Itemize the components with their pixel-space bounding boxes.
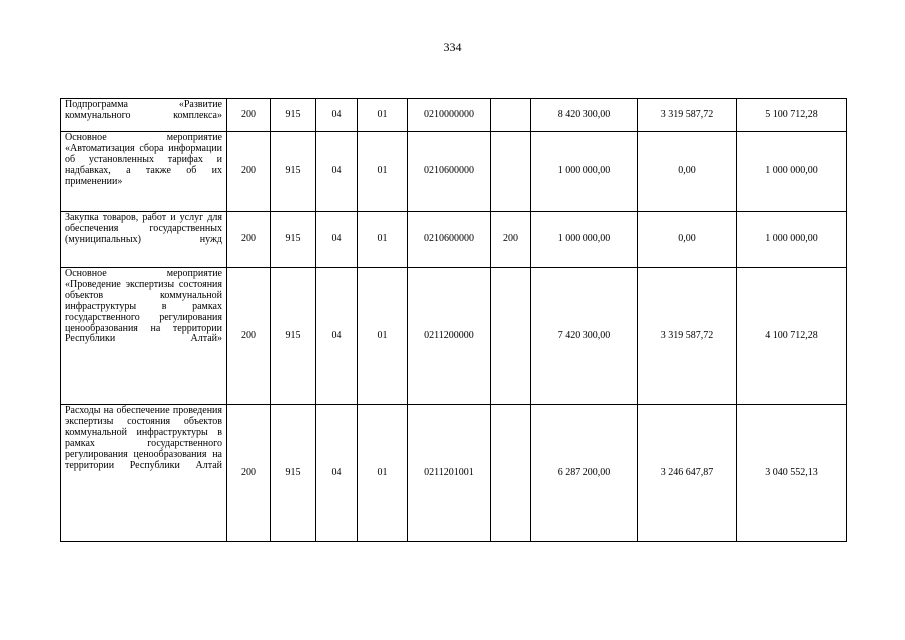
- cell-amount-approved: 6 287 200,00: [531, 405, 638, 542]
- cell-amount-remaining: 4 100 712,28: [737, 268, 847, 405]
- budget-table: [60, 98, 847, 542]
- cell-target-article: 0210000000: [408, 99, 491, 132]
- cell-amount-approved: 1 000 000,00: [531, 132, 638, 212]
- cell-admin-code: 200: [227, 405, 271, 542]
- cell-target-article: 0210600000: [408, 132, 491, 212]
- cell-subsection: 01: [358, 132, 408, 212]
- cell-section: 04: [316, 99, 358, 132]
- table-row: [61, 99, 847, 132]
- cell-admin-code: 200: [227, 99, 271, 132]
- row-description: Расходы на обеспечение проведения экспертизы состояния объектов коммунальной инфраструктуры в рамках государственного регулирования ценообразования на территории Республики Алтай: [61, 405, 227, 542]
- cell-target-article: 0211201001: [408, 405, 491, 542]
- cell-expense-type: [491, 405, 531, 542]
- cell-subsection: 01: [358, 268, 408, 405]
- cell-subsection: 01: [358, 212, 408, 268]
- cell-ministry-code: 915: [271, 99, 316, 132]
- cell-expense-type: [491, 132, 531, 212]
- row-description: Закупка товаров, работ и услуг для обеспечения государственных (муниципальных) нужд: [61, 212, 227, 268]
- row-description: Подпрограмма «Развитие коммунального комплекса»: [61, 99, 227, 132]
- cell-expense-type: [491, 99, 531, 132]
- table-row: [61, 268, 847, 405]
- cell-subsection: 01: [358, 99, 408, 132]
- cell-amount-executed: 0,00: [638, 212, 737, 268]
- cell-section: 04: [316, 405, 358, 542]
- cell-subsection: 01: [358, 405, 408, 542]
- cell-section: 04: [316, 132, 358, 212]
- cell-ministry-code: 915: [271, 212, 316, 268]
- cell-amount-approved: 7 420 300,00: [531, 268, 638, 405]
- cell-admin-code: 200: [227, 132, 271, 212]
- row-description: Основное мероприятие «Проведение экспертизы состояния объектов коммунальной инфраструктуры в рамках государственного регулирования ценообразования на территории Республики Алтай»: [61, 268, 227, 405]
- cell-section: 04: [316, 212, 358, 268]
- cell-admin-code: 200: [227, 268, 271, 405]
- cell-admin-code: 200: [227, 212, 271, 268]
- row-description: Основное мероприятие «Автоматизация сбора информации об установленных тарифах и надбавках, а также об их применении»: [61, 132, 227, 212]
- page-number: 334: [443, 40, 462, 54]
- cell-amount-remaining: 1 000 000,00: [737, 132, 847, 212]
- cell-amount-approved: 1 000 000,00: [531, 212, 638, 268]
- cell-expense-type: 200: [491, 212, 531, 268]
- cell-ministry-code: 915: [271, 268, 316, 405]
- table-row: [61, 132, 847, 212]
- cell-amount-remaining: 5 100 712,28: [737, 99, 847, 132]
- cell-amount-approved: 8 420 300,00: [531, 99, 638, 132]
- cell-amount-executed: 3 246 647,87: [638, 405, 737, 542]
- cell-ministry-code: 915: [271, 132, 316, 212]
- table-row: [61, 405, 847, 542]
- cell-amount-executed: 3 319 587,72: [638, 268, 737, 405]
- cell-amount-remaining: 1 000 000,00: [737, 212, 847, 268]
- cell-expense-type: [491, 268, 531, 405]
- cell-amount-executed: 0,00: [638, 132, 737, 212]
- cell-amount-executed: 3 319 587,72: [638, 99, 737, 132]
- cell-ministry-code: 915: [271, 405, 316, 542]
- cell-target-article: 0211200000: [408, 268, 491, 405]
- cell-target-article: 0210600000: [408, 212, 491, 268]
- cell-amount-remaining: 3 040 552,13: [737, 405, 847, 542]
- table-row: [61, 212, 847, 268]
- cell-section: 04: [316, 268, 358, 405]
